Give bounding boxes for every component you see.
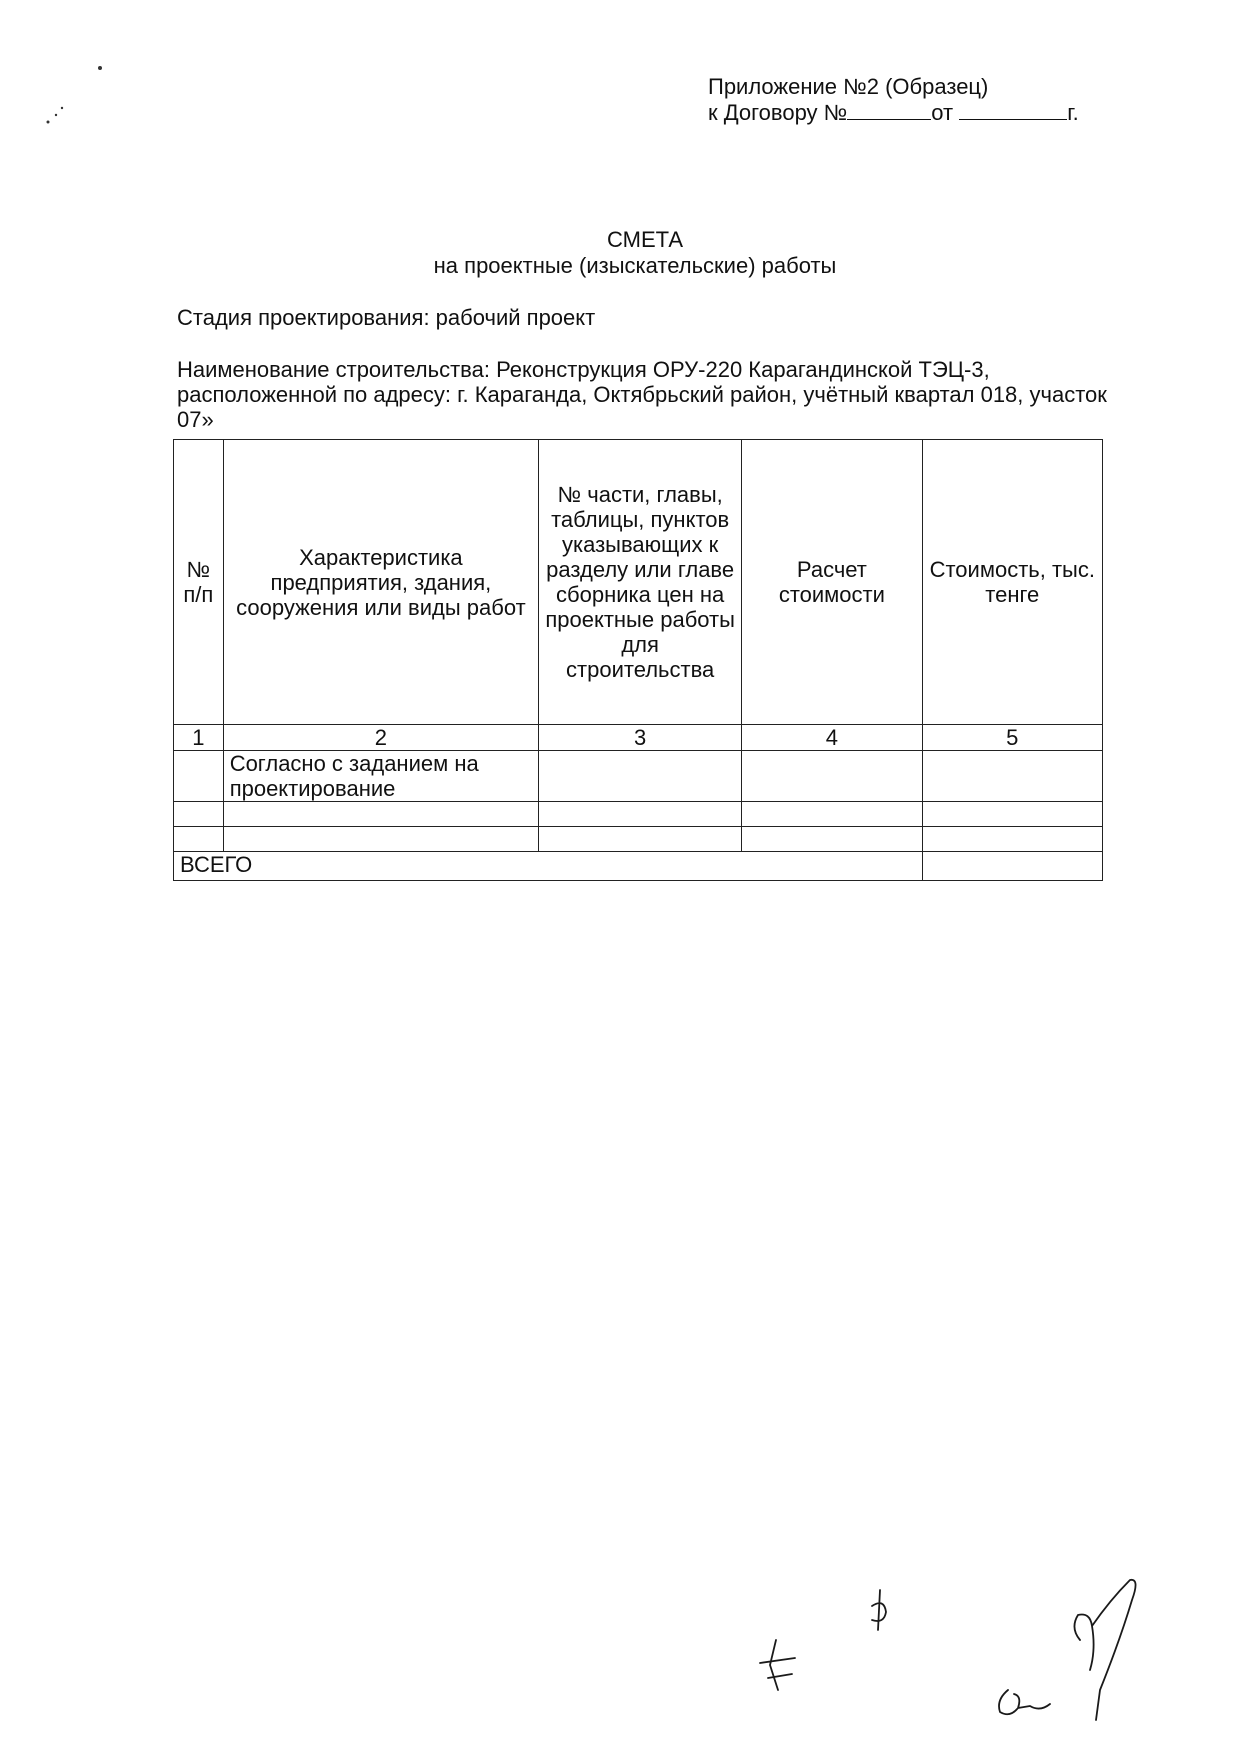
header-cost: Стоимость, тыс. тенге [922, 440, 1102, 725]
contract-reference [708, 100, 1079, 126]
header-characteristic: Характеристика предприятия, здания, сооружения или виды работ [223, 440, 538, 725]
scan-speck [47, 121, 50, 124]
table-cell [742, 751, 922, 802]
scan-speck [98, 66, 102, 70]
total-label: ВСЕГО [174, 852, 923, 881]
signature-mark [760, 1640, 795, 1690]
table-cell [223, 827, 538, 852]
scan-speck [61, 107, 63, 109]
scan-speck [55, 114, 57, 116]
design-stage: Стадия проектирования: рабочий проект [177, 305, 596, 330]
header-reference: № части, главы, таблицы, пунктов указывающих к разделу или главе сборника цен на проектные работы для строительства [539, 440, 742, 725]
appendix-title: Приложение №2 (Образец) [708, 74, 989, 99]
title-main: СМЕТА [606, 227, 684, 252]
table-row [174, 827, 1103, 852]
table-cell [539, 802, 742, 827]
column-number: 1 [174, 725, 224, 751]
appendix-header [708, 74, 1079, 126]
table-header-row [174, 440, 1103, 725]
signature-mark [999, 1690, 1050, 1714]
table-cell [174, 751, 224, 802]
contract-date-blank [959, 101, 1067, 120]
table-cell [922, 827, 1102, 852]
estimate-table [173, 439, 1103, 881]
column-number-row [174, 725, 1103, 751]
table-cell [922, 751, 1102, 802]
table-cell [174, 802, 224, 827]
total-row [174, 852, 1103, 881]
column-number: 3 [539, 725, 742, 751]
total-value [922, 852, 1102, 881]
table-cell [223, 802, 538, 827]
contract-year-suffix: г. [1067, 100, 1079, 125]
contract-prefix: к Договору № [708, 100, 848, 125]
table-cell [539, 751, 742, 802]
title-sub: на проектные (изыскательские) работы [433, 253, 837, 278]
table-row [174, 751, 1103, 802]
header-number: № п/п [174, 440, 224, 725]
column-number: 5 [922, 725, 1102, 751]
table-cell [922, 802, 1102, 827]
table-cell [539, 827, 742, 852]
construction-name: Наименование строительства: Реконструкция ОРУ-220 Карагандинской ТЭЦ-3, расположенной по адресу: г. Караганда, Октябрьский район, учётный квартал 018, участок 07» [177, 357, 1107, 432]
signature-mark [1074, 1580, 1135, 1720]
column-number: 4 [742, 725, 922, 751]
table-cell: Согласно с заданием на проектирование [223, 751, 538, 802]
contract-date-label: от [931, 100, 954, 125]
signature-mark [872, 1590, 886, 1630]
column-number: 2 [223, 725, 538, 751]
table-cell [742, 802, 922, 827]
table-cell [742, 827, 922, 852]
document-title [0, 227, 1240, 279]
table-row [174, 802, 1103, 827]
table-cell [174, 827, 224, 852]
header-calculation: Расчет стоимости [742, 440, 922, 725]
contract-number-blank [847, 101, 931, 120]
